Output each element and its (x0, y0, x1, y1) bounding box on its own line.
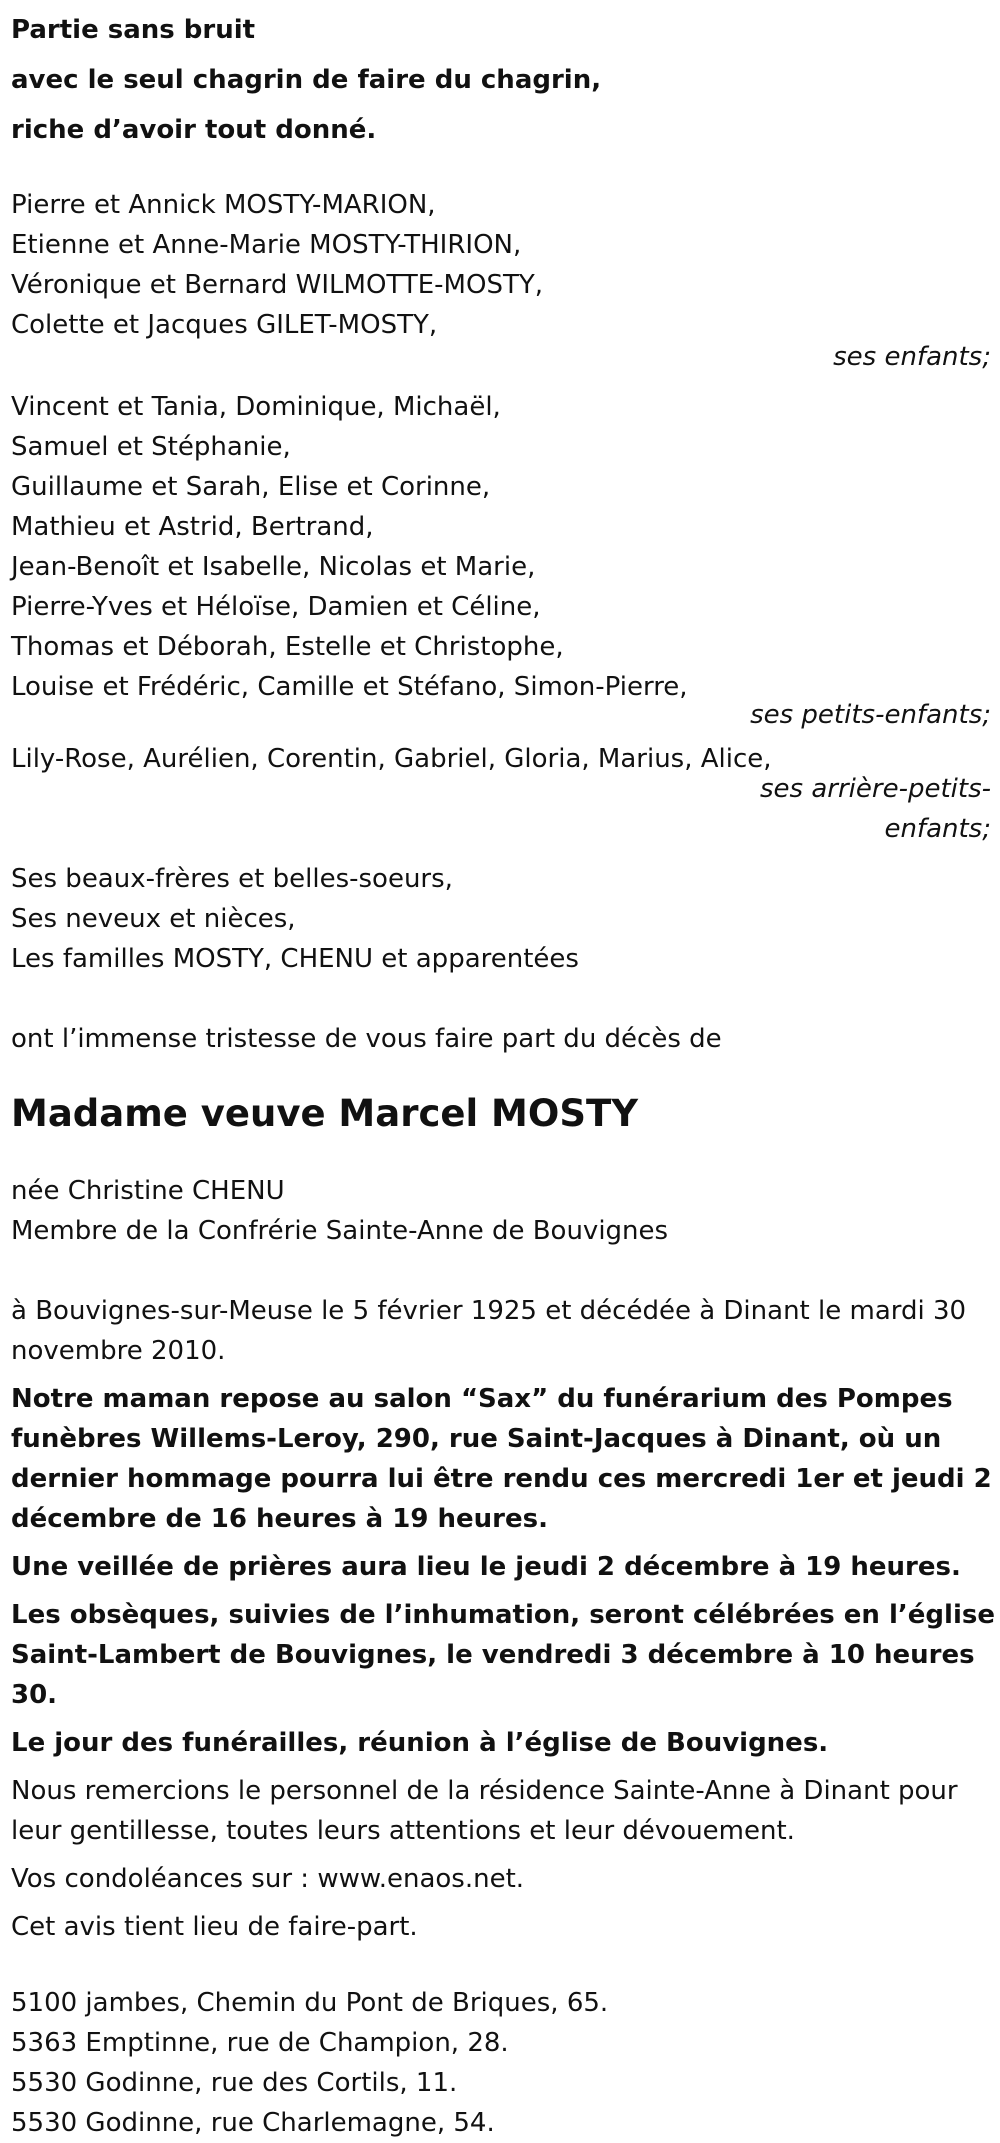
notice-text: Cet avis tient lieu de faire-part. (11, 1912, 418, 1942)
family-line: Pierre-Yves et Héloïse, Damien et Céline, (11, 592, 541, 622)
address-line: 5530 Godinne, rue Charlemagne, 54. (11, 2108, 495, 2138)
grandchildren-role: ses petits-enfants; (750, 700, 991, 730)
address-line: 5363 Emptinne, rue de Champion, 28. (11, 2028, 509, 2058)
address-line: 5100 jambes, Chemin du Pont de Briques, 65. (11, 1988, 609, 2018)
vigil-text: Une veillée de prières aura lieu le jeudi 2 décembre à 19 heures. (11, 1552, 961, 1582)
condolences-text: Vos condoléances sur : www.enaos.net. (11, 1864, 525, 1894)
family-line: Pierre et Annick MOSTY-MARION, (11, 190, 436, 220)
birth-death-text: à Bouvignes-sur-Meuse le 5 février 1925 et décédée à Dinant le mardi 30 novembre 2010. (11, 1296, 967, 1366)
family-line: Ses beaux-frères et belles-soeurs, (11, 864, 453, 894)
children-section (11, 185, 989, 377)
quote-line: Partie sans bruit (11, 15, 256, 45)
thanks-text: Nous remercions le personnel de la résidence Sainte-Anne à Dinant pour leur gentillesse, toutes leurs attentions et leur dévouement. (11, 1776, 958, 1846)
deceased-name: Madame veuve Marcel MOSTY (11, 1092, 638, 1135)
addresses-section (11, 1983, 989, 2143)
quote (11, 0, 989, 155)
quote-line: riche d’avoir tout donné. (11, 115, 377, 145)
grandchildren-section (11, 387, 989, 735)
quote-line: avec le seul chagrin de faire du chagrin, (11, 65, 602, 95)
birth-name: née Christine CHENU (11, 1176, 285, 1206)
family-line: Véronique et Bernard WILMOTTE-MOSTY, (11, 270, 543, 300)
family-line: Jean-Benoît et Isabelle, Nicolas et Marie, (11, 552, 536, 582)
family-line: Vincent et Tania, Dominique, Michaël, (11, 392, 501, 422)
visitation-text: Notre maman repose au salon “Sax” du funérarium des Pompes funèbres Willems-Leroy, 290, rue Saint-Jacques à Dinant, où un dernier hommage pourra lui être rendu ces mercredi 1er et jeudi 2 décembre de 16 heures à 19 heures. (11, 1384, 992, 1534)
family-line: Ses neveux et nièces, (11, 904, 296, 934)
great-grandchildren-section (11, 739, 989, 849)
great-grandchildren-role: enfants; (884, 814, 991, 844)
announcement-text: ont l’immense tristesse de vous faire part du décès de (11, 1024, 722, 1054)
great-grandchildren-role: ses arrière-petits- (760, 774, 991, 804)
family-line: Mathieu et Astrid, Bertrand, (11, 512, 374, 542)
family-line: Etienne et Anne-Marie MOSTY-THIRION, (11, 230, 522, 260)
family-line: Samuel et Stéphanie, (11, 432, 291, 462)
family-line: Les familles MOSTY, CHENU et apparentées (11, 944, 579, 974)
meeting-text: Le jour des funérailles, réunion à l’église de Bouvignes. (11, 1728, 829, 1758)
family-line: Louise et Frédéric, Camille et Stéfano, Simon-Pierre, (11, 672, 688, 702)
family-line: Guillaume et Sarah, Elise et Corinne, (11, 472, 491, 502)
family-line: Colette et Jacques GILET-MOSTY, (11, 310, 438, 340)
children-role: ses enfants; (833, 342, 991, 372)
family-line: Thomas et Déborah, Estelle et Christophe, (11, 632, 564, 662)
membership: Membre de la Confrérie Sainte-Anne de Bouvignes (11, 1216, 669, 1246)
funeral-text: Les obsèques, suivies de l’inhumation, seront célébrées en l’église Saint-Lambert de Bouvignes, le vendredi 3 décembre à 10 heures 30. (11, 1600, 995, 1710)
address-line: 5530 Godinne, rue des Cortils, 11. (11, 2068, 458, 2098)
relatives-section (11, 859, 989, 979)
family-line: Lily-Rose, Aurélien, Corentin, Gabriel, Gloria, Marius, Alice, (11, 744, 772, 774)
